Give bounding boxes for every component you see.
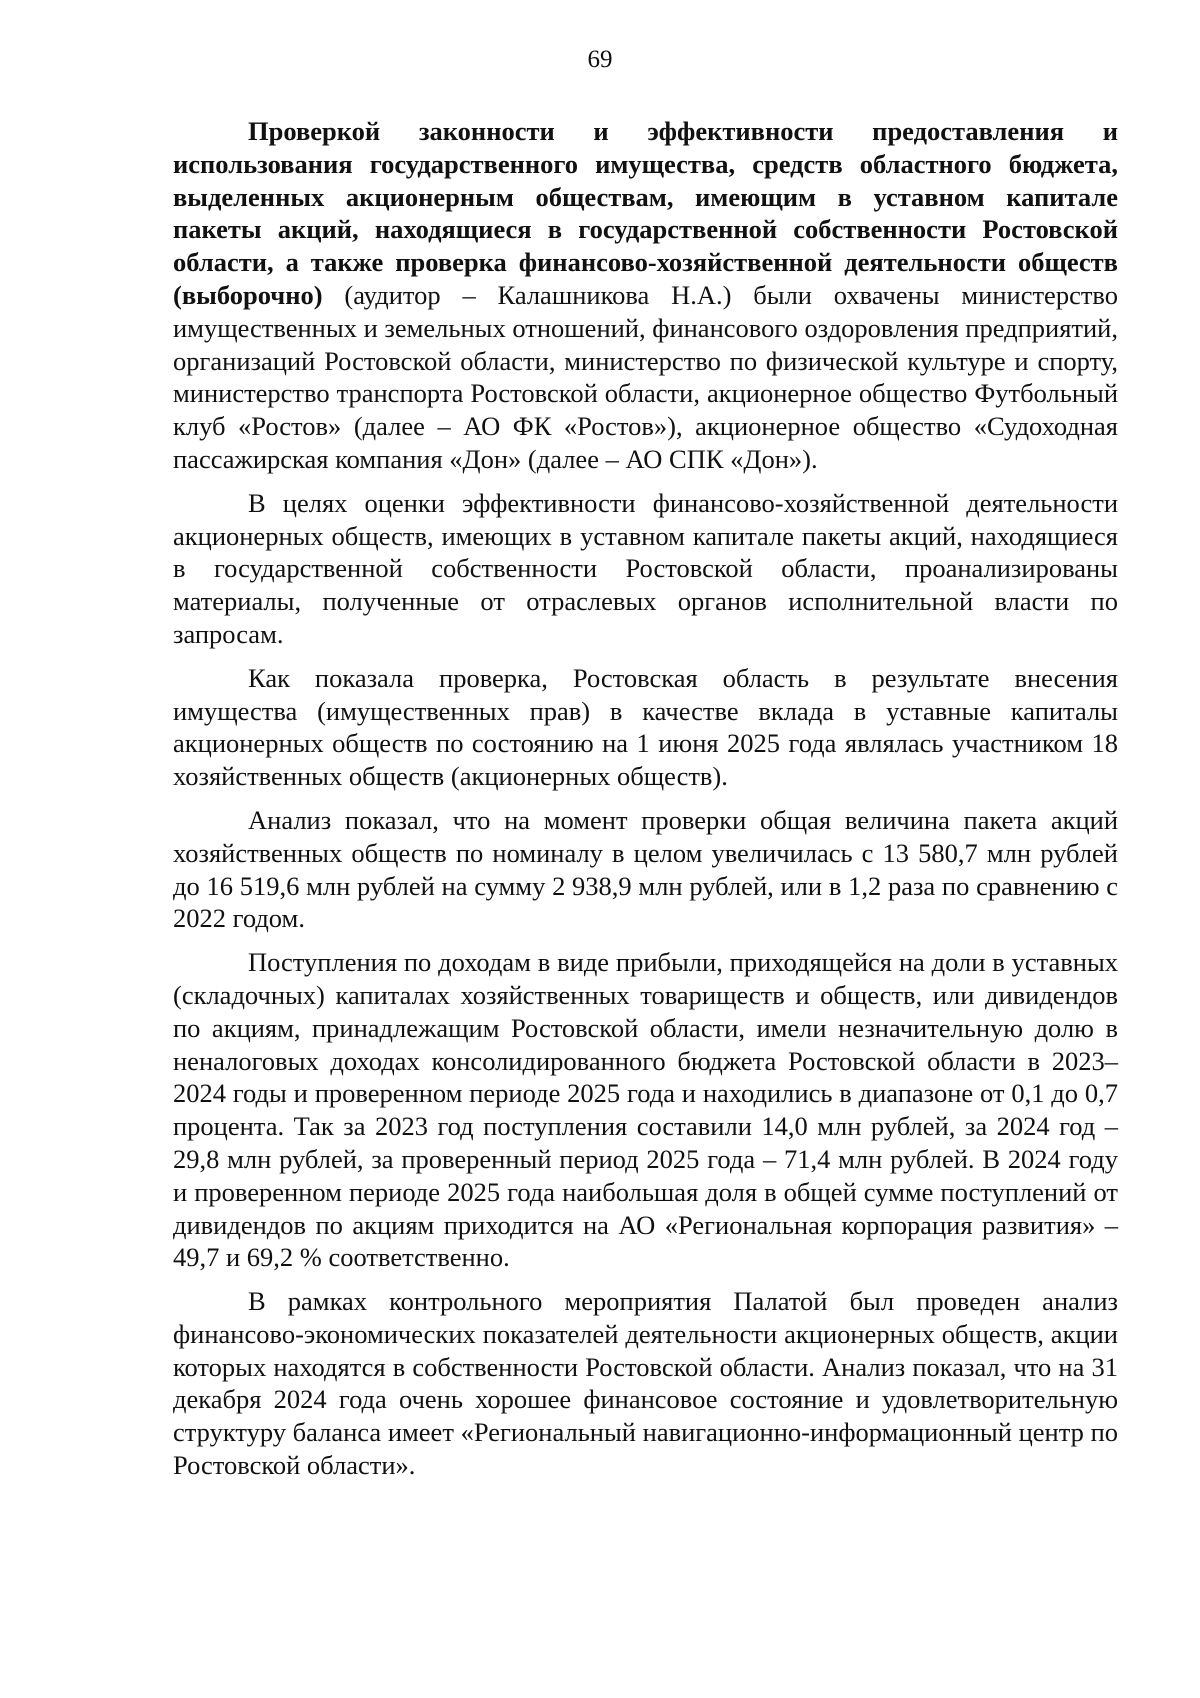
page-number: 69 bbox=[587, 46, 613, 73]
document-body bbox=[173, 115, 1118, 1493]
paragraph-6: В рамках контрольного мероприятия Палатой был проведен анализ финансово-экономических показателей деятельности акционерных обществ, акции которых находятся в собственности Ростовской области. Анализ показал, что на 31 декабря 2024 года очень хорошее финансовое состояние и удовлетворительную структуру баланса имеет «Региональный навигационно-информационный центр по Ростовской области». bbox=[173, 1286, 1118, 1481]
paragraph-3: Как показала проверка, Ростовская область в результате внесения имущества (имущественных прав) в качестве вклада в уставные капиталы акционерных обществ по состоянию на 1 июня 2025 года являлась участником 18 хозяйственных обществ (акционерных обществ). bbox=[173, 662, 1118, 792]
paragraph-5: Поступления по доходам в виде прибыли, приходящейся на доли в уставных (складочных) капиталах хозяйственных товариществ и обществ, или дивидендов по акциям, принадлежащим Ростовской области, имели незначительную долю в неналоговых доходах консолидированного бюджета Ростовской области в 2023–2024 годы и проверенном периоде 2025 года и находились в диапазоне от 0,1 до 0,7 процента. Так за 2023 год поступления составили 14,0 млн рублей, за 2024 год – 29,8 млн рублей, за проверенный период 2025 года – 71,4 млн рублей. В 2024 году и проверенном периоде 2025 года наибольшая доля в общей сумме поступлений от дивидендов по акциям приходится на АО «Региональная корпорация развития» – 49,7 и 69,2 % соответственно. bbox=[173, 947, 1118, 1273]
paragraph-4: Анализ показал, что на момент проверки общая величина пакета акций хозяйственных обществ по номиналу в целом увеличилась с 13 580,7 млн рублей до 16 519,6 млн рублей на сумму 2 938,9 млн рублей, или в 1,2 раза по сравнению с 2022 годом. bbox=[173, 804, 1118, 934]
paragraph-2: В целях оценки эффективности финансово-хозяйственной деятельности акционерных обществ, имеющих в уставном капитале пакеты акций, находящиеся в государственной собственности Ростовской области, проанализированы материалы, полученные от отраслевых органов исполнительной власти по запросам. bbox=[173, 487, 1118, 649]
paragraph-1-bold-lead: Проверкой законности и эффективности предоставления и использования государственного имущества, средств областного бюджета, выделенных акционерным обществам, имеющим в уставном капитале пакеты акций, находящиеся в государственной собственности Ростовской области, а также проверка финансово-хозяйственной деятельности обществ (выборочно) bbox=[173, 116, 1118, 310]
paragraph-1 bbox=[173, 115, 1118, 476]
paragraph-1-text: (аудитор – Калашникова Н.А.) были охвачены министерство имущественных и земельных отношений, финансового оздоровления предприятий, организаций Ростовской области, министерство по физической культуре и спорту, министерство транспорта Ростовской области, акционерное общество Футбольный клуб «Ростов» (далее – АО ФК «Ростов»), акционерное общество «Судоходная пассажирская компания «Дон» (далее – АО СПК «Дон»). bbox=[173, 279, 1118, 474]
